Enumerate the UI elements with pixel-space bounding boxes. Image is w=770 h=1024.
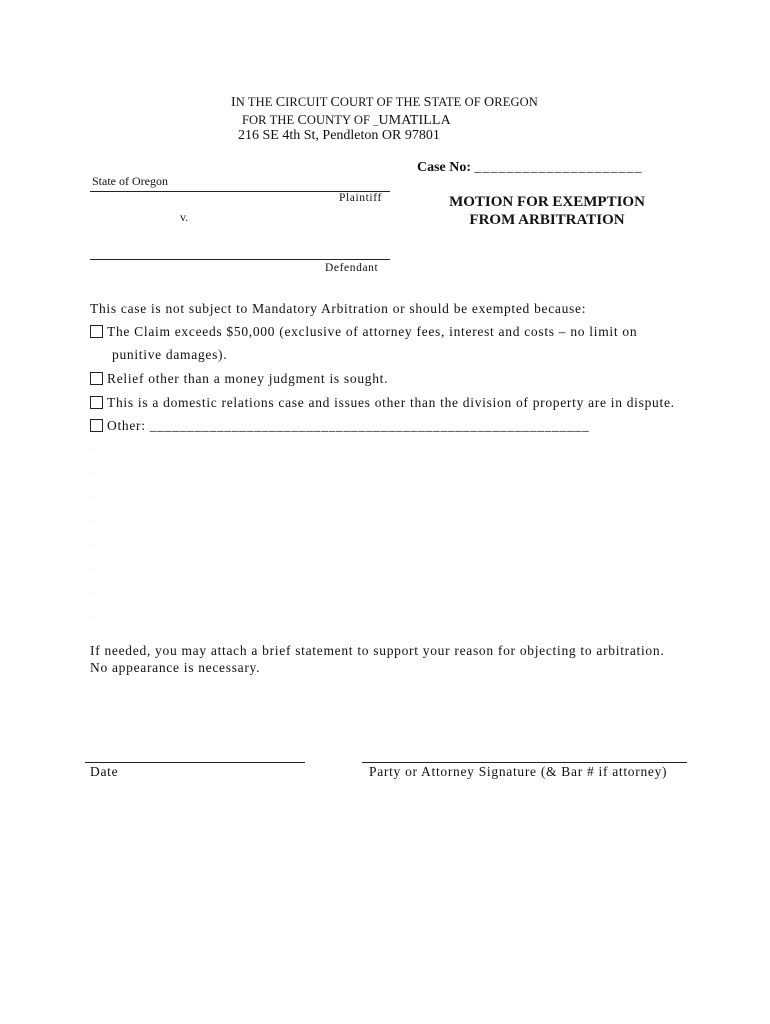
defendant-line — [90, 259, 390, 260]
blank-line-dot: . — [89, 494, 91, 500]
checkbox[interactable] — [90, 325, 103, 338]
document-title — [397, 193, 697, 229]
court-heading-part: OREGON — [484, 95, 538, 110]
option-other — [90, 418, 589, 434]
date-label: Date — [90, 764, 119, 779]
case-number-label: Case No: — [417, 160, 472, 175]
court-heading-part: IN THE — [231, 95, 276, 110]
court-heading — [231, 95, 538, 111]
option-continuation: punitive damages). — [112, 347, 228, 362]
note-line-1: If needed, you may attach a brief statement to support your reason for objecting to arbitration. — [90, 643, 665, 658]
checkbox[interactable] — [90, 396, 103, 409]
blank-line-dot: . — [89, 470, 91, 476]
blank-line-dot: . — [89, 518, 91, 524]
option-domestic-relations — [90, 395, 675, 411]
versus-label: v. — [180, 210, 189, 224]
case-number — [417, 160, 643, 176]
intro-text: This case is not subject to Mandatory Arbitration or should be exempted because: — [90, 301, 587, 316]
option-label: Other: ___________________________________________________________ — [107, 418, 590, 433]
blank-line-dot: . — [89, 590, 91, 596]
plaintiff-name: State of Oregon — [92, 174, 168, 188]
county-heading: FOR THE COUNTY OF _UMATILLA — [242, 113, 451, 128]
blank-line-dot: . — [89, 566, 91, 572]
court-heading-part: CIRCUIT — [275, 95, 331, 110]
option-label: Relief other than a money judgment is sought. — [107, 371, 389, 386]
document-title-line1: MOTION FOR EXEMPTION — [449, 194, 645, 210]
county-value: UMATILLA — [378, 113, 451, 128]
option-label: This is a domestic relations case and issues other than the division of property are in dispute. — [107, 395, 675, 410]
case-number-field[interactable]: _____________________ — [474, 160, 643, 175]
plaintiff-label: Plaintiff — [339, 192, 382, 204]
signature-line — [362, 762, 687, 763]
option-relief-other — [90, 371, 388, 387]
option-label: The Claim exceeds $50,000 (exclusive of attorney fees, interest and costs – no limit on — [107, 324, 638, 339]
blank-line-dot: . — [89, 614, 91, 620]
checkbox[interactable] — [90, 419, 103, 432]
checkbox[interactable] — [90, 372, 103, 385]
signature-label: Party or Attorney Signature (& Bar # if attorney) — [369, 764, 668, 779]
court-heading-part: COURT OF THE — [330, 95, 424, 110]
option-claim-exceeds — [90, 324, 637, 340]
blank-line-dot: . — [89, 446, 91, 452]
defendant-label: Defendant — [325, 262, 379, 274]
date-line — [85, 762, 305, 763]
court-heading-part: STATE OF — [423, 95, 485, 110]
county-mark: _ — [373, 116, 379, 127]
court-address: 216 SE 4th St, Pendleton OR 97801 — [238, 128, 440, 143]
document-title-line2: FROM ARBITRATION — [469, 212, 625, 228]
note-line-2: No appearance is necessary. — [90, 660, 261, 675]
blank-line-dot: . — [89, 542, 91, 548]
